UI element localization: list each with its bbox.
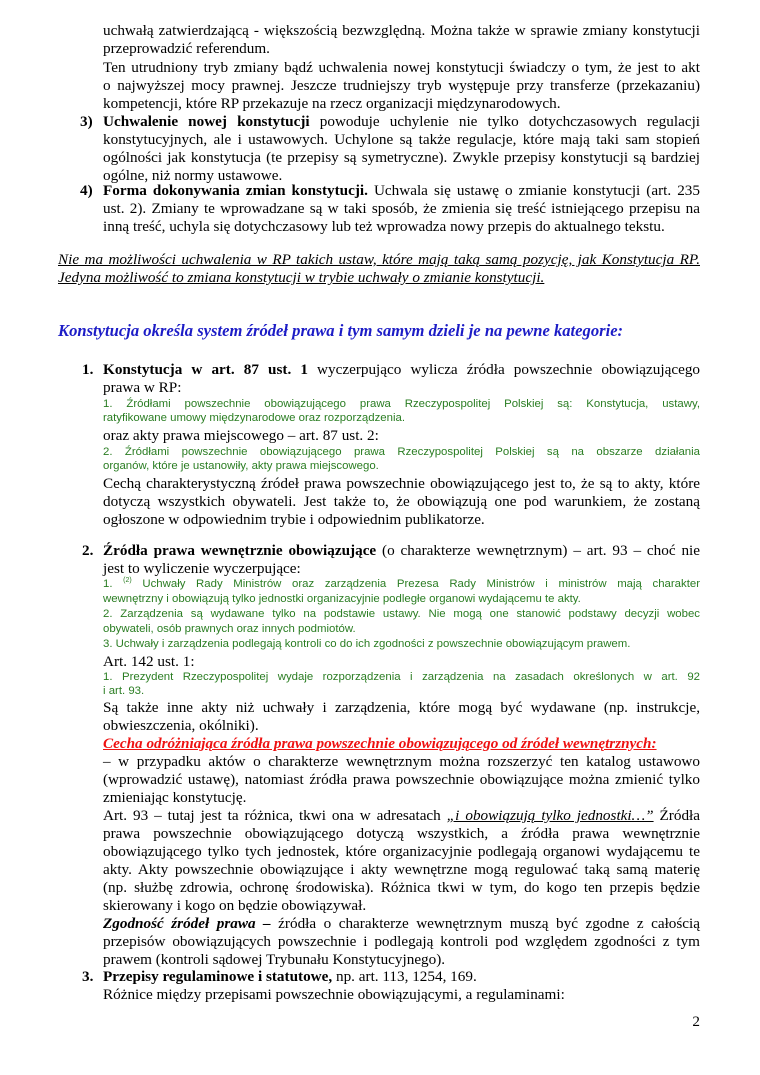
quote-line: 1. Prezydent Rzeczypospolitej wydaje rozporządzenia i zarządzenia na zasadach określonych w art. 92 — [103, 671, 700, 683]
quote-line: obywateli, osób prawnych oraz innych podmiotów. — [103, 622, 356, 635]
paragraph-line — [82, 542, 701, 560]
quote-line: wewnętrzny i obowiązują tylko jednostki organizacyjnie podległe organowi wydającemu te akty. — [103, 592, 581, 605]
page-number: 2 — [692, 1013, 700, 1030]
difference-heading — [103, 735, 700, 753]
paragraph-line: oraz akty prawa miejscowego – art. 87 ust. 2: — [103, 427, 379, 444]
paragraph-line: Są także inne akty niż uchwały i zarządzenia, które mogą być wydawane (np. instrukcje, — [103, 699, 700, 716]
paragraph-line: (wprowadzić ustawę), natomiast źródła prawa powszechnie obowiązujące można zmienić tylko — [103, 771, 700, 788]
paragraph-text: źródła o charakterze wewnętrznym muszą być zgodne z całością — [278, 915, 700, 932]
item-text: Uchwala się ustawę o zmianie konstytucji (art. 235 — [373, 182, 700, 199]
term-conformity: Zgodność źródeł prawa – — [103, 915, 271, 932]
paragraph-line: ust. 2). Zmiany te wprowadzane są w taki sposób, że zmienia się treść istniejącego przepisu na — [103, 200, 700, 217]
internal-sources-discussion — [103, 699, 700, 969]
item-title: Uchwalenie nowej konstytucji — [103, 113, 310, 130]
section-heading: Konstytucja określa system źródeł prawa i tym samym dzieli je na pewne kategorie: — [58, 321, 624, 340]
note-line: Nie ma możliwości uchwalenia w RP takich ustaw, które mają taką samą pozycję, jak Konstytucja RP. — [58, 251, 700, 268]
category-2-internal-sources — [82, 542, 701, 578]
intro-paragraph-continued — [103, 22, 700, 58]
footnote-marker: (2) — [123, 576, 132, 584]
quote-line: 2. Zarządzenia są wydawane tylko na podstawie ustawy. Nie mogą one stanowić podstawy decyzji wobec — [103, 607, 700, 620]
paragraph-line: prawem (kontroli sądowej Trybunału Konstytucyjnego). — [103, 951, 446, 968]
paragraph-line: Różnice między przepisami powszechnie obowiązującymi, a regulaminami: — [103, 986, 565, 1003]
quote-line: 2. Źródłami powszechnie obowiązującego prawa Rzeczypospolitej Polskiej są na obszarze działania — [103, 446, 700, 458]
quote-line — [103, 577, 700, 592]
list-item-new-constitution — [80, 113, 701, 185]
paragraph-line: ogólności jak konstytucja (te przepisy są symetryczne). Zwykle przepisy konstytucji są bardziej — [103, 149, 700, 166]
list-marker: 3) — [80, 113, 93, 130]
note-line: Jedyna możliwość to zmiana konstytucji w trybie uchwały o zmianie konstytucji. — [58, 269, 545, 286]
item-text: wyczerpująco wylicza źródła powszechnie obowiązującego — [317, 361, 701, 378]
item-title: Przepisy regulaminowe i statutowe, — [103, 968, 333, 985]
item-title: Konstytucja w art. 87 ust. 1 — [103, 361, 308, 378]
quote-line: 3. Uchwały i zarządzenia podlegają kontroli co do ich zgodności z powszechnie obowiązującym prawem. — [103, 637, 631, 650]
paragraph-line: obwieszczenia, okólniki). — [103, 717, 259, 734]
article-93-quote — [103, 577, 700, 652]
paragraph-line: Art. 142 ust. 1: — [103, 653, 195, 670]
paragraph-line — [82, 968, 700, 986]
item-text: (o charakterze wewnętrznym) – art. 93 – choć nie — [382, 542, 701, 559]
characteristic-paragraph — [103, 475, 700, 529]
quote-text: Uchwały Rady Ministrów oraz zarządzenia Prezesa Rady Ministrów i ministrów mają charakter — [142, 577, 701, 590]
paragraph-text: Źródła — [659, 807, 701, 824]
paragraph-line: konstytucyjnych, ale i ustawowych. Uchylone są także regulacje, które mają taki sam stopień — [103, 131, 700, 148]
paragraph-line: obowiązującego tylko tych jednostek, które organizacyjnie podlegają organowi wydającemu te — [103, 843, 700, 860]
quote-line: i art. 93. — [103, 685, 145, 697]
paragraph-line: – w przypadku aktów o charakterze wewnętrznym można rozszerzyć ten katalog ustawowo — [103, 753, 700, 770]
list-marker: 2. — [82, 542, 94, 559]
paragraph-line: zmieniając konstytucję. — [103, 789, 247, 806]
quote-line: ratyfikowane umowy międzynarodowe oraz rozporządzenia. — [103, 412, 405, 424]
paragraph-line — [80, 113, 701, 131]
article-142-label — [103, 653, 700, 671]
paragraph-line — [82, 361, 701, 379]
paragraph-line: przeprowadzić referendum. — [103, 40, 270, 57]
paragraph-line — [103, 915, 700, 933]
paragraph-line: skierowany i kogo on będzie obowiązywał. — [103, 897, 367, 914]
quote-line: organów, które je ustanowiły, akty prawa miejscowego. — [103, 460, 379, 472]
paragraph-line: prawa w RP: — [103, 379, 182, 396]
paragraph-line: przepisów obowiązujących powszechnie i podlegają kontroli pod względem zgodności z tym — [103, 933, 700, 950]
intro-paragraph-hard-amendment — [103, 59, 700, 113]
paragraph-line: inną treść, uchyla się dotychczasowy lub też wprowadza nowy przepis do aktualnego tekstu. — [103, 218, 665, 235]
paragraph-line: prawa powszechnie obowiązującego dotyczą wszystkich, a źródła prawa wewnętrznie — [103, 825, 700, 842]
paragraph-line: o najwyższej mocy prawnej. Jeszcze trudniejszy tryb występuje przy transferze (przekazaniu) — [103, 77, 700, 94]
paragraph-line — [103, 807, 700, 825]
paragraph-line: uchwałą zatwierdzającą - większością bezwzględną. Można także w sprawie zmiany konstytucji — [103, 22, 700, 39]
paragraph-line: dotyczą wszystkich obywateli. Jest także to, że obowiązują one pod warunkiem, że zostaną — [103, 493, 700, 510]
paragraph-line: (np. służbę zdrowia, ochronę środowiska). Różnica tkwi w tym, do kogo ten przepis będzie — [103, 879, 700, 896]
emphasized-note — [58, 251, 700, 287]
paragraph-text: Art. 93 – tutaj jest ta różnica, tkwi ona w adresatach — [103, 807, 441, 824]
item-title: Źródła prawa wewnętrznie obowiązujące — [103, 542, 377, 559]
article-87-1-quote — [103, 397, 700, 425]
article-87-2-quote — [103, 445, 700, 473]
list-item-amendment-form — [80, 182, 700, 236]
category-3-regulations — [82, 968, 700, 1004]
item-title: Forma dokonywania zmian konstytucji. — [103, 182, 368, 199]
paragraph-line: kompetencji, które RP przekazuje na rzecz organizacji międzynarodowych. — [103, 95, 561, 112]
paragraph-line: ogólne, niż normy ustawowe. — [103, 167, 283, 184]
local-acts-intro — [103, 427, 700, 445]
difference-heading-text: Cecha odróżniająca źródła prawa powszechnie obowiązującego od źródeł wewnętrznych: — [103, 735, 657, 752]
paragraph-line: jest to wyliczenie wyczerpujące: — [103, 560, 301, 577]
item-text: powoduje uchylenie nie tylko dotychczasowych regulacji — [319, 113, 701, 130]
paragraph-line: Ten utrudniony tryb zmiany bądź uchwalenia nowej konstytucji świadczy o tym, że jest to akt — [103, 59, 700, 76]
paragraph-line — [80, 182, 700, 200]
quote-line: 1. Źródłami powszechnie obowiązującego prawa Rzeczypospolitej Polskiej są: Konstytucja, ustawy, — [103, 398, 700, 410]
list-marker: 1. — [82, 361, 94, 378]
quoted-phrase: „i obowiązują tylko jednostki…” — [446, 807, 654, 824]
paragraph-line: akty. Akty powszechnie obowiązujące i akty wewnętrzne mogą regulować taką samą materię — [103, 861, 700, 878]
list-marker: 4) — [80, 182, 93, 199]
paragraph-line: ogłoszone w odpowiednim trybie i odpowiednim publikatorze. — [103, 511, 485, 528]
list-marker: 3. — [82, 968, 94, 985]
quote-number: 1. — [103, 577, 113, 590]
category-1-universal-sources — [82, 361, 701, 397]
article-142-quote — [103, 670, 700, 698]
item-text: np. art. 113, 1254, 169. — [335, 968, 477, 985]
paragraph-line: Cechą charakterystyczną źródeł prawa powszechnie obowiązującego jest to, że są to akty, które — [103, 475, 700, 492]
